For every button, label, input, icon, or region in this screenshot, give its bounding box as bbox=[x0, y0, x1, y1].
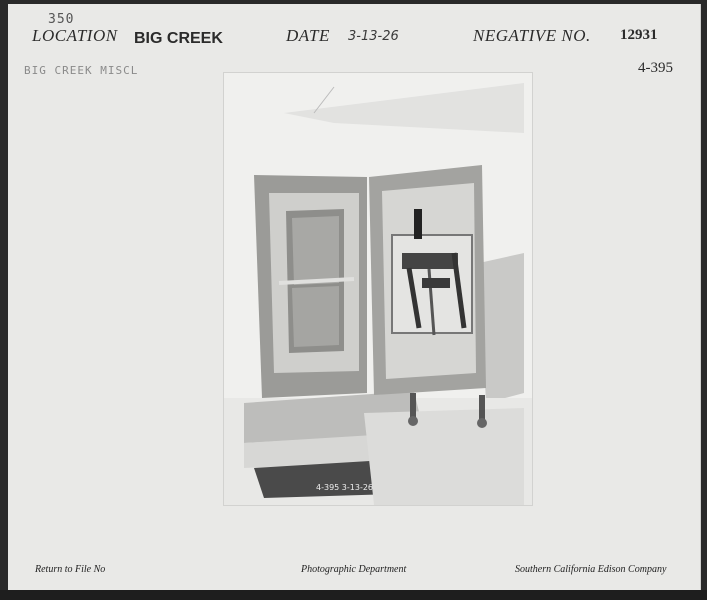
date-value: 3-13-26 bbox=[348, 29, 399, 44]
archive-card bbox=[8, 4, 701, 590]
return-to-file-label: Return to File No bbox=[35, 564, 106, 575]
company-label: Southern California Edison Company bbox=[515, 564, 667, 575]
top-number: 350 bbox=[48, 12, 75, 27]
photo-image bbox=[224, 73, 532, 505]
negative-value: 12931 bbox=[620, 27, 658, 43]
photo bbox=[223, 72, 533, 506]
location-value: BIG CREEK bbox=[134, 30, 223, 47]
date-label: DATE bbox=[286, 26, 330, 45]
location-label: LOCATION bbox=[32, 26, 118, 45]
sub-location: BIG CREEK MISCL bbox=[24, 64, 139, 77]
negative-label: NEGATIVE NO. bbox=[473, 26, 591, 45]
right-number: 4-395 bbox=[638, 60, 673, 76]
photo-caption: 4-395 3-13-26 bbox=[316, 483, 374, 492]
bottom-strip bbox=[0, 590, 707, 600]
department-label: Photographic Department bbox=[301, 564, 407, 575]
